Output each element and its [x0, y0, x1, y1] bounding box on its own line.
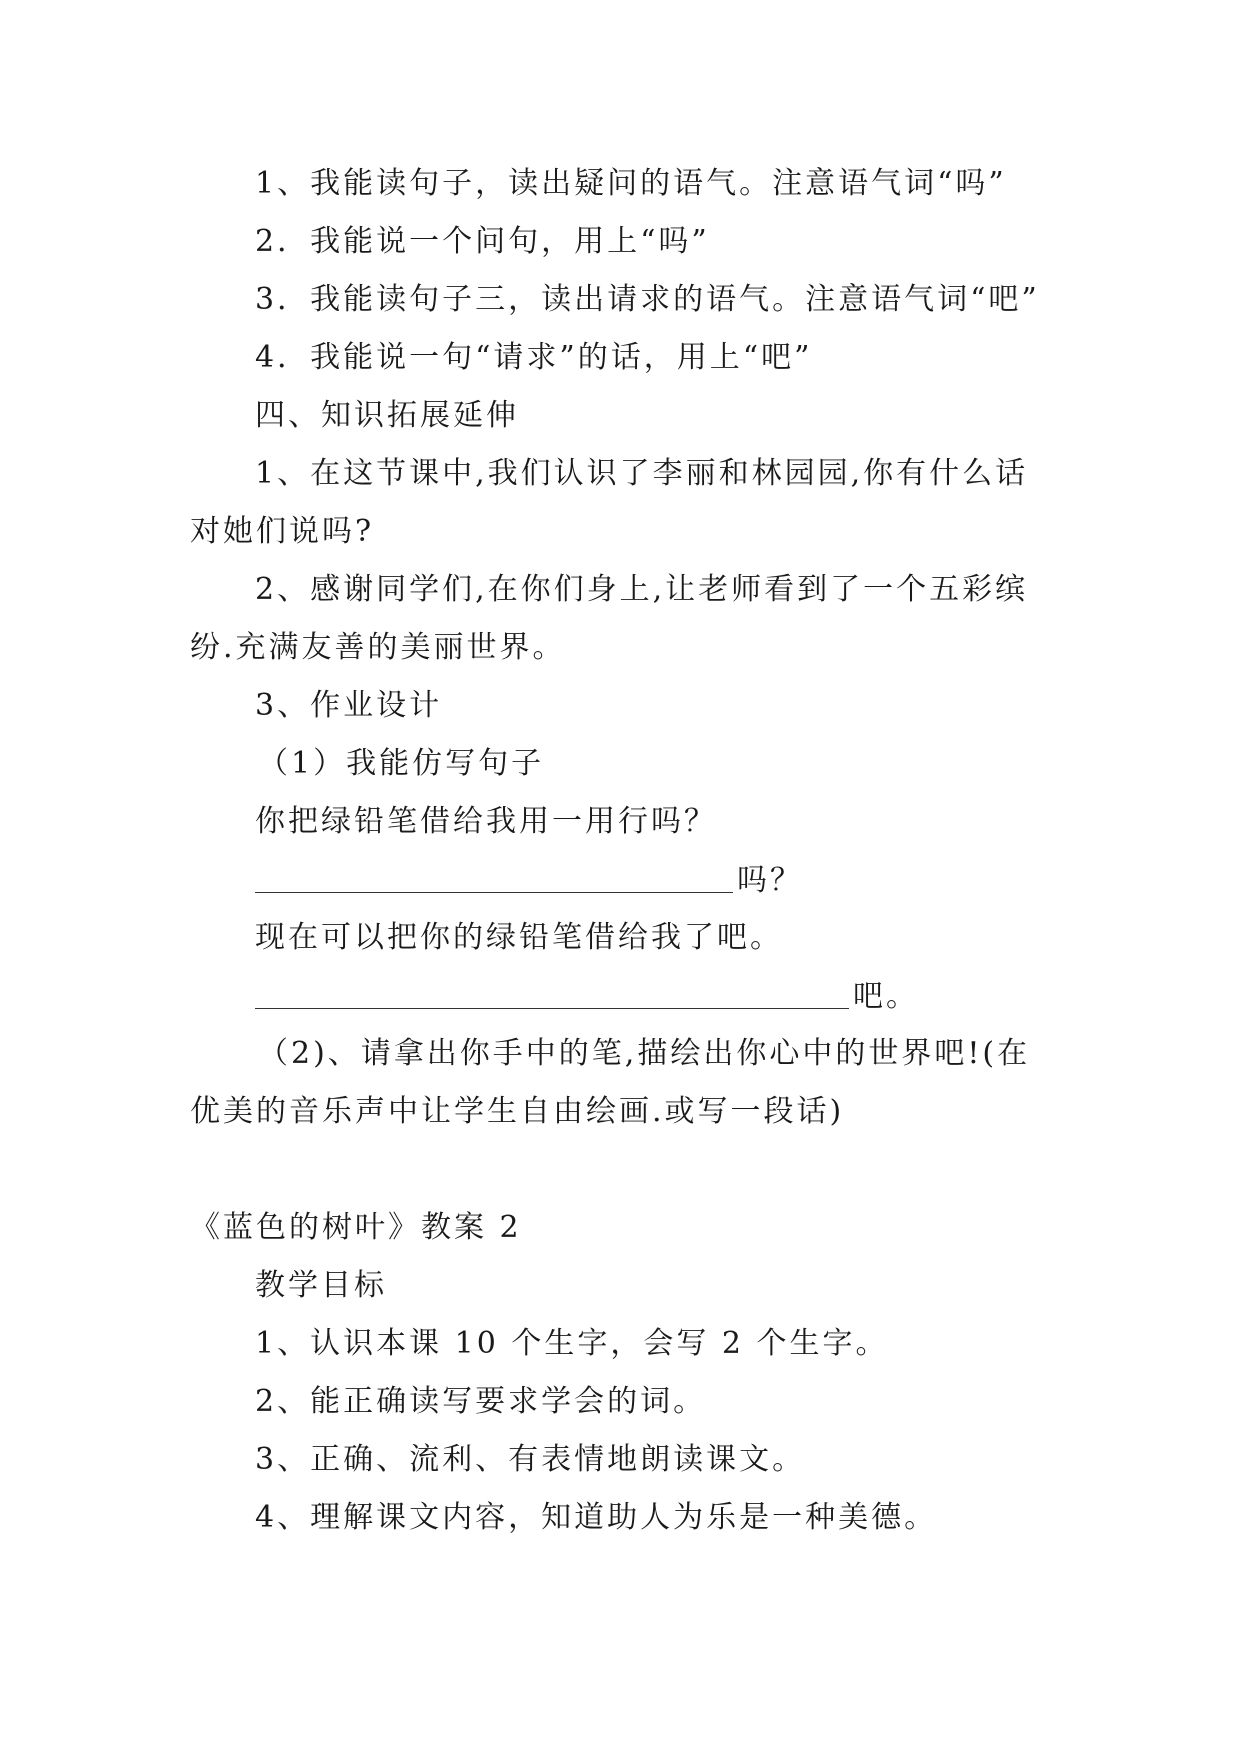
- goal-item-1: 1、我能读句子，读出疑问的语气。注意语气词“吗”: [255, 166, 1007, 201]
- example-sentence-1: 你把绿铅笔借给我用一用行吗？: [255, 804, 717, 839]
- fill-blank-suffix-2: 吧。: [853, 979, 919, 1014]
- paragraph-1-line-2: 对她们说吗?: [190, 514, 375, 549]
- homework-heading: 3、作业设计: [255, 688, 443, 723]
- fill-blank-row-2: [255, 976, 919, 1017]
- goal-item-4: 4．我能说一句“请求”的话，用上“吧”: [255, 340, 813, 375]
- teaching-goal-2: 2、能正确读写要求学会的词。: [255, 1384, 707, 1419]
- example-sentence-2: 现在可以把你的绿铅笔借给我了吧。: [255, 920, 783, 955]
- teaching-goal-3: 3、正确、流利、有表情地朗读课文。: [255, 1442, 806, 1477]
- paragraph-1-line-1: 1、在这节课中,我们认识了李丽和林园园,你有什么话: [255, 456, 1029, 491]
- exercise-2-line-1: （2)、请拿出你手中的笔,描绘出你心中的世界吧!(在: [258, 1036, 1031, 1071]
- fill-blank-suffix-1: 吗？: [737, 863, 803, 898]
- goal-item-3: 3．我能读句子三，读出请求的语气。注意语气词“吧”: [255, 282, 1040, 317]
- section-heading: 四、知识拓展延伸: [255, 398, 519, 433]
- teaching-goal-4: 4、理解课文内容，知道助人为乐是一种美德。: [255, 1500, 938, 1535]
- lesson-title: 《蓝色的树叶》教案 2: [190, 1210, 522, 1245]
- teaching-goals-heading: 教学目标: [255, 1268, 387, 1303]
- fill-blank-line-1[interactable]: [255, 852, 733, 893]
- paragraph-2-line-2: 纷.充满友善的美丽世界。: [190, 630, 566, 665]
- exercise-1-heading: （1）我能仿写句子: [258, 746, 545, 781]
- goal-item-2: 2．我能说一个问句，用上“吗”: [255, 224, 710, 259]
- exercise-2-line-2: 优美的音乐声中让学生自由绘画.或写一段话): [190, 1094, 845, 1129]
- fill-blank-row-1: [255, 860, 803, 901]
- fill-blank-line-2[interactable]: [255, 968, 849, 1009]
- teaching-goal-1: 1、认识本课 10 个生字，会写 2 个生字。: [255, 1326, 889, 1361]
- paragraph-2-line-1: 2、感谢同学们,在你们身上,让老师看到了一个五彩缤: [255, 572, 1029, 607]
